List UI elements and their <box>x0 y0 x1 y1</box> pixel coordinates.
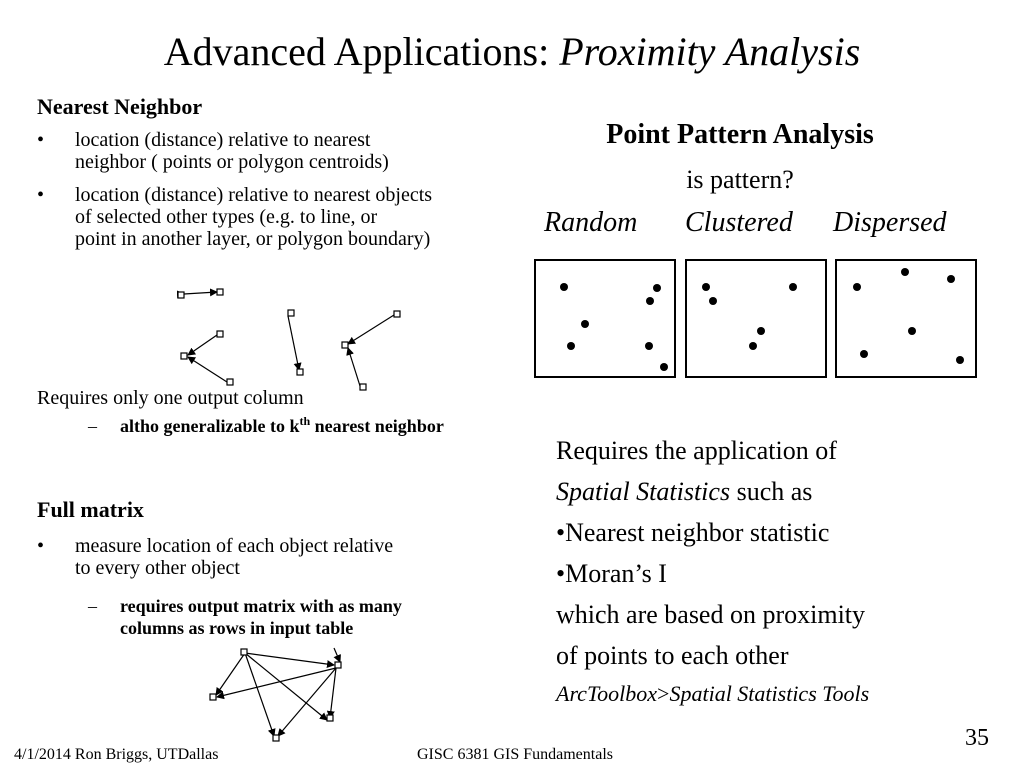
point <box>709 297 717 305</box>
point <box>660 363 668 371</box>
superscript: th <box>299 414 311 428</box>
footer-left: 4/1/2014 Ron Briggs, UTDallas <box>14 746 219 763</box>
nearest-neighbor-heading: Nearest Neighbor <box>37 94 203 119</box>
point <box>908 327 916 335</box>
subbullet-text: nearest neighbor <box>310 416 444 436</box>
arctoolbox-text: ArcToolbox <box>556 681 658 706</box>
stats-line-1: Requires the application of <box>556 436 837 465</box>
title-main: Advanced Applications: <box>163 29 560 74</box>
point <box>653 284 661 292</box>
stats-text-block <box>556 430 865 676</box>
ppa-title: Point Pattern Analysis <box>606 119 874 150</box>
subbullet-line: requires output matrix with as many <box>120 596 402 616</box>
point <box>645 342 653 350</box>
bullet-line: point in another layer, or polygon boundary) <box>75 228 431 250</box>
stats-line-6: of points to each other <box>556 641 789 670</box>
stats-line-4: •Moran’s I <box>556 559 667 588</box>
bullet-dot: • <box>37 129 45 151</box>
point <box>560 283 568 291</box>
nearest-neighbor-diagram <box>170 278 410 398</box>
point <box>581 320 589 328</box>
bullet-dot: • <box>37 535 45 557</box>
point <box>749 342 757 350</box>
bullet-line: neighbor ( points or polygon centroids) <box>75 151 389 173</box>
point <box>646 297 654 305</box>
label-clustered: Clustered <box>685 207 793 238</box>
point <box>702 283 710 291</box>
dash-marker: – <box>88 416 97 436</box>
stats-line-5: which are based on proximity <box>556 600 866 629</box>
point <box>567 342 575 350</box>
subbullet-line: columns as rows in input table <box>120 618 354 638</box>
nearest-bullet-2 <box>37 184 545 250</box>
spatial-statistics-tools-text: Spatial Statistics Tools <box>669 681 870 706</box>
label-random: Random <box>544 207 638 238</box>
footer-center: GISC 6381 GIS Fundamentals <box>417 746 613 763</box>
dispersed-pattern-box <box>835 259 977 378</box>
spatial-statistics-italic: Spatial Statistics <box>556 477 731 506</box>
clustered-pattern-box <box>685 259 827 378</box>
nearest-bullet-1 <box>37 129 515 173</box>
point <box>789 283 797 291</box>
full-matrix-heading: Full matrix <box>37 497 144 522</box>
full-bullet-1 <box>37 535 515 579</box>
subbullet-text: altho generalizable to k <box>120 416 300 436</box>
random-pattern-box <box>534 259 676 378</box>
requires-one-column: Requires only one output column <box>37 387 304 409</box>
point <box>947 275 955 283</box>
slide-title <box>0 30 1024 74</box>
stats-line-2-rest: such as <box>730 477 813 506</box>
bullet-line: measure location of each object relative <box>75 535 394 557</box>
page-number: 35 <box>965 725 989 751</box>
stats-line-2 <box>556 471 865 512</box>
label-dispersed: Dispersed <box>833 207 947 238</box>
point <box>757 327 765 335</box>
path-separator: > <box>657 681 670 706</box>
point <box>901 268 909 276</box>
full-subbullet <box>88 595 520 639</box>
dash-marker: – <box>88 596 97 616</box>
bullet-dot: • <box>37 184 45 206</box>
bullet-line: of selected other types (e.g. to line, or <box>75 206 378 228</box>
nearest-subbullet <box>88 414 444 437</box>
bullet-line: location (distance) relative to nearest objects <box>75 184 433 206</box>
point <box>860 350 868 358</box>
title-italic: Proximity Analysis <box>559 29 861 74</box>
stats-line-3: •Nearest neighbor statistic <box>556 518 830 547</box>
bullet-line: to every other object <box>75 557 240 579</box>
point <box>956 356 964 364</box>
point <box>853 283 861 291</box>
arctoolbox-path <box>556 680 869 708</box>
full-matrix-diagram <box>200 640 360 748</box>
bullet-line: location (distance) relative to nearest <box>75 129 371 151</box>
ppa-question: is pattern? <box>686 165 794 194</box>
